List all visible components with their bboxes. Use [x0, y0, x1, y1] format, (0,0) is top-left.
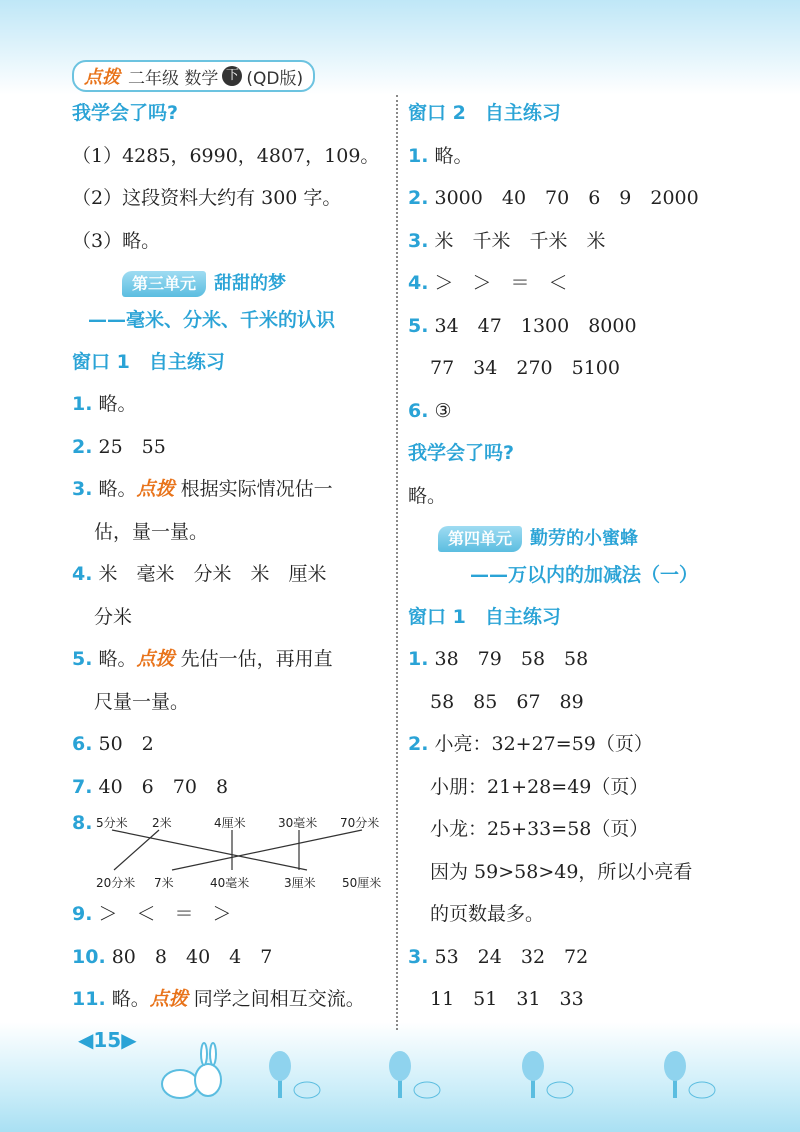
match-top-label: 5分米 — [96, 816, 128, 830]
match-bottom-label: 7米 — [154, 876, 174, 890]
item-number: 1. — [72, 393, 93, 415]
item-number: 3. — [408, 945, 429, 968]
tree-icon — [385, 1042, 445, 1102]
answer-5-cont: 尺量一量。 — [94, 690, 190, 713]
answer-r3 — [408, 220, 738, 263]
q1-item: （2）这段资料大约有 300 字。 — [72, 187, 342, 209]
unit3-title: 甜甜的梦 — [214, 273, 287, 294]
match-bottom-label: 40毫米 — [210, 876, 250, 890]
unit3-heading — [72, 262, 390, 305]
answer-r5 — [408, 305, 738, 348]
answer-2 — [72, 426, 390, 469]
answer-s3 — [408, 936, 738, 979]
item-number: 3. — [408, 229, 429, 252]
header-edition: (QD版) — [246, 68, 304, 89]
answer-text: 53 24 32 72 — [434, 945, 589, 968]
answer-text: ＞ ＜ ＝ ＞ — [98, 903, 232, 925]
answer-text: 38 79 58 58 — [434, 648, 589, 670]
page-number: ◀15▶ — [78, 1028, 137, 1052]
answer-10 — [72, 936, 390, 979]
answer-s1 — [408, 638, 738, 681]
q1-title: 我学会了吗? — [72, 102, 179, 124]
unit4-tag: 第四单元 — [438, 526, 522, 552]
unit3-tag: 第三单元 — [122, 271, 206, 297]
item-number: 2. — [408, 733, 429, 755]
answer-4 — [72, 553, 390, 596]
answer-s2-cont: 小朋：21+28=49（页） — [430, 775, 649, 798]
left-column — [72, 92, 390, 1021]
answer-text: 略。 — [98, 393, 137, 415]
item-number: 1. — [408, 648, 429, 670]
answer-text: 米 千米 千米 米 — [434, 229, 606, 252]
win1b-title: 窗口 1 自主练习 — [408, 605, 561, 628]
header-badge: 下 — [222, 66, 242, 86]
item-number: 2. — [408, 187, 429, 209]
item-number: 6. — [72, 733, 93, 755]
item-number: 3. — [72, 478, 93, 500]
q-title: 我学会了吗? — [408, 442, 515, 464]
answer-text: ③ — [434, 399, 452, 422]
header-logo: 点拨 — [84, 67, 120, 88]
tip-text: 先估一估，再用直 — [180, 648, 333, 670]
answer-11 — [72, 978, 390, 1021]
answer-7 — [72, 766, 390, 809]
answer-s2-cont: 小龙：25+33=58（页） — [430, 818, 649, 840]
item-number: 8. — [72, 812, 93, 834]
q-answer: 略。 — [408, 484, 447, 507]
answer-r2 — [408, 177, 738, 220]
match-top-label: 4厘米 — [214, 816, 246, 830]
tip-logo: 点拨 — [136, 648, 175, 670]
answer-text: 25 55 — [98, 435, 166, 458]
answer-s1-cont: 58 85 67 89 — [430, 690, 584, 713]
answer-3-cont: 估，量一量。 — [94, 520, 209, 543]
right-column — [408, 92, 738, 1021]
answer-text: 略。 — [98, 648, 137, 670]
item-number: 5. — [408, 314, 429, 337]
header-grade: 二年级 数学 — [128, 68, 219, 89]
answer-text: 80 8 40 4 7 — [111, 945, 273, 968]
tip-text: 根据实际情况估一 — [180, 478, 333, 500]
answer-text: 略。 — [434, 144, 473, 167]
answer-text: 米 毫米 分米 米 厘米 — [98, 563, 327, 585]
tip-logo: 点拨 — [136, 478, 175, 500]
match-top-label: 30毫米 — [278, 816, 318, 830]
answer-r4 — [408, 262, 738, 305]
answer-r1 — [408, 135, 738, 178]
answer-r6 — [408, 390, 738, 433]
answer-s2 — [408, 723, 738, 766]
match-bottom-label: 20分米 — [96, 876, 136, 890]
item-number: 4. — [72, 563, 93, 585]
match-top-label: 70分米 — [340, 816, 380, 830]
match-bottom-label: 50厘米 — [342, 876, 382, 890]
column-divider — [396, 95, 398, 1030]
item-number: 5. — [72, 648, 93, 670]
match-bottom-label: 3厘米 — [284, 876, 316, 890]
answer-text: 3000 40 70 6 9 2000 — [434, 187, 699, 209]
item-number: 7. — [72, 775, 93, 798]
answer-text: 小亮：32+27=59（页） — [434, 733, 653, 755]
unit4-subtitle: ——万以内的加减法（一） — [470, 563, 699, 586]
answer-text: 34 47 1300 8000 — [434, 314, 637, 337]
item-number: 6. — [408, 399, 429, 422]
answer-4-cont: 分米 — [94, 605, 133, 628]
unit4-heading — [408, 517, 738, 560]
answer-r5-cont: 77 34 270 5100 — [430, 357, 620, 379]
answer-6 — [72, 723, 390, 766]
answer-1 — [72, 383, 390, 426]
answer-text: ＞ ＞ ＝ ＜ — [434, 272, 568, 294]
item-number: 11. — [72, 988, 106, 1010]
win1-title: 窗口 1 自主练习 — [72, 350, 225, 373]
win2-title: 窗口 2 自主练习 — [408, 102, 561, 124]
tip-text: 同学之间相互交流。 — [193, 988, 365, 1010]
item-number: 2. — [72, 435, 93, 458]
answer-text: 略。 — [111, 988, 150, 1010]
answer-s2-cont: 的页数最多。 — [430, 903, 545, 925]
unit3-subtitle: ——毫米、分米、千米的认识 — [88, 308, 336, 331]
q1-item: （1）4285，6990，4807，109。 — [72, 144, 380, 167]
answer-5 — [72, 638, 390, 681]
item-number: 1. — [408, 144, 429, 167]
tree-icon — [265, 1042, 325, 1102]
answer-9 — [72, 893, 390, 936]
bunny-icon — [150, 1042, 230, 1102]
answer-text: 40 6 70 8 — [98, 775, 229, 798]
q1-item: （3）略。 — [72, 229, 161, 252]
tip-logo: 点拨 — [149, 988, 188, 1010]
item-number: 10. — [72, 945, 106, 968]
tree-icon — [660, 1042, 720, 1102]
answer-s2-cont: 因为 59>58>49，所以小亮看 — [430, 860, 693, 883]
book-header — [72, 60, 315, 92]
answer-text: 50 2 — [98, 733, 154, 755]
item-number: 4. — [408, 272, 429, 294]
tree-icon — [518, 1042, 578, 1102]
answer-s3-cont: 11 51 31 33 — [430, 988, 584, 1010]
item-number: 9. — [72, 903, 93, 925]
answer-text: 略。 — [98, 478, 137, 500]
answer-3 — [72, 468, 390, 511]
match-top-label: 2米 — [152, 816, 172, 830]
unit4-title: 勤劳的小蜜蜂 — [530, 528, 639, 549]
matching-diagram — [72, 808, 390, 893]
